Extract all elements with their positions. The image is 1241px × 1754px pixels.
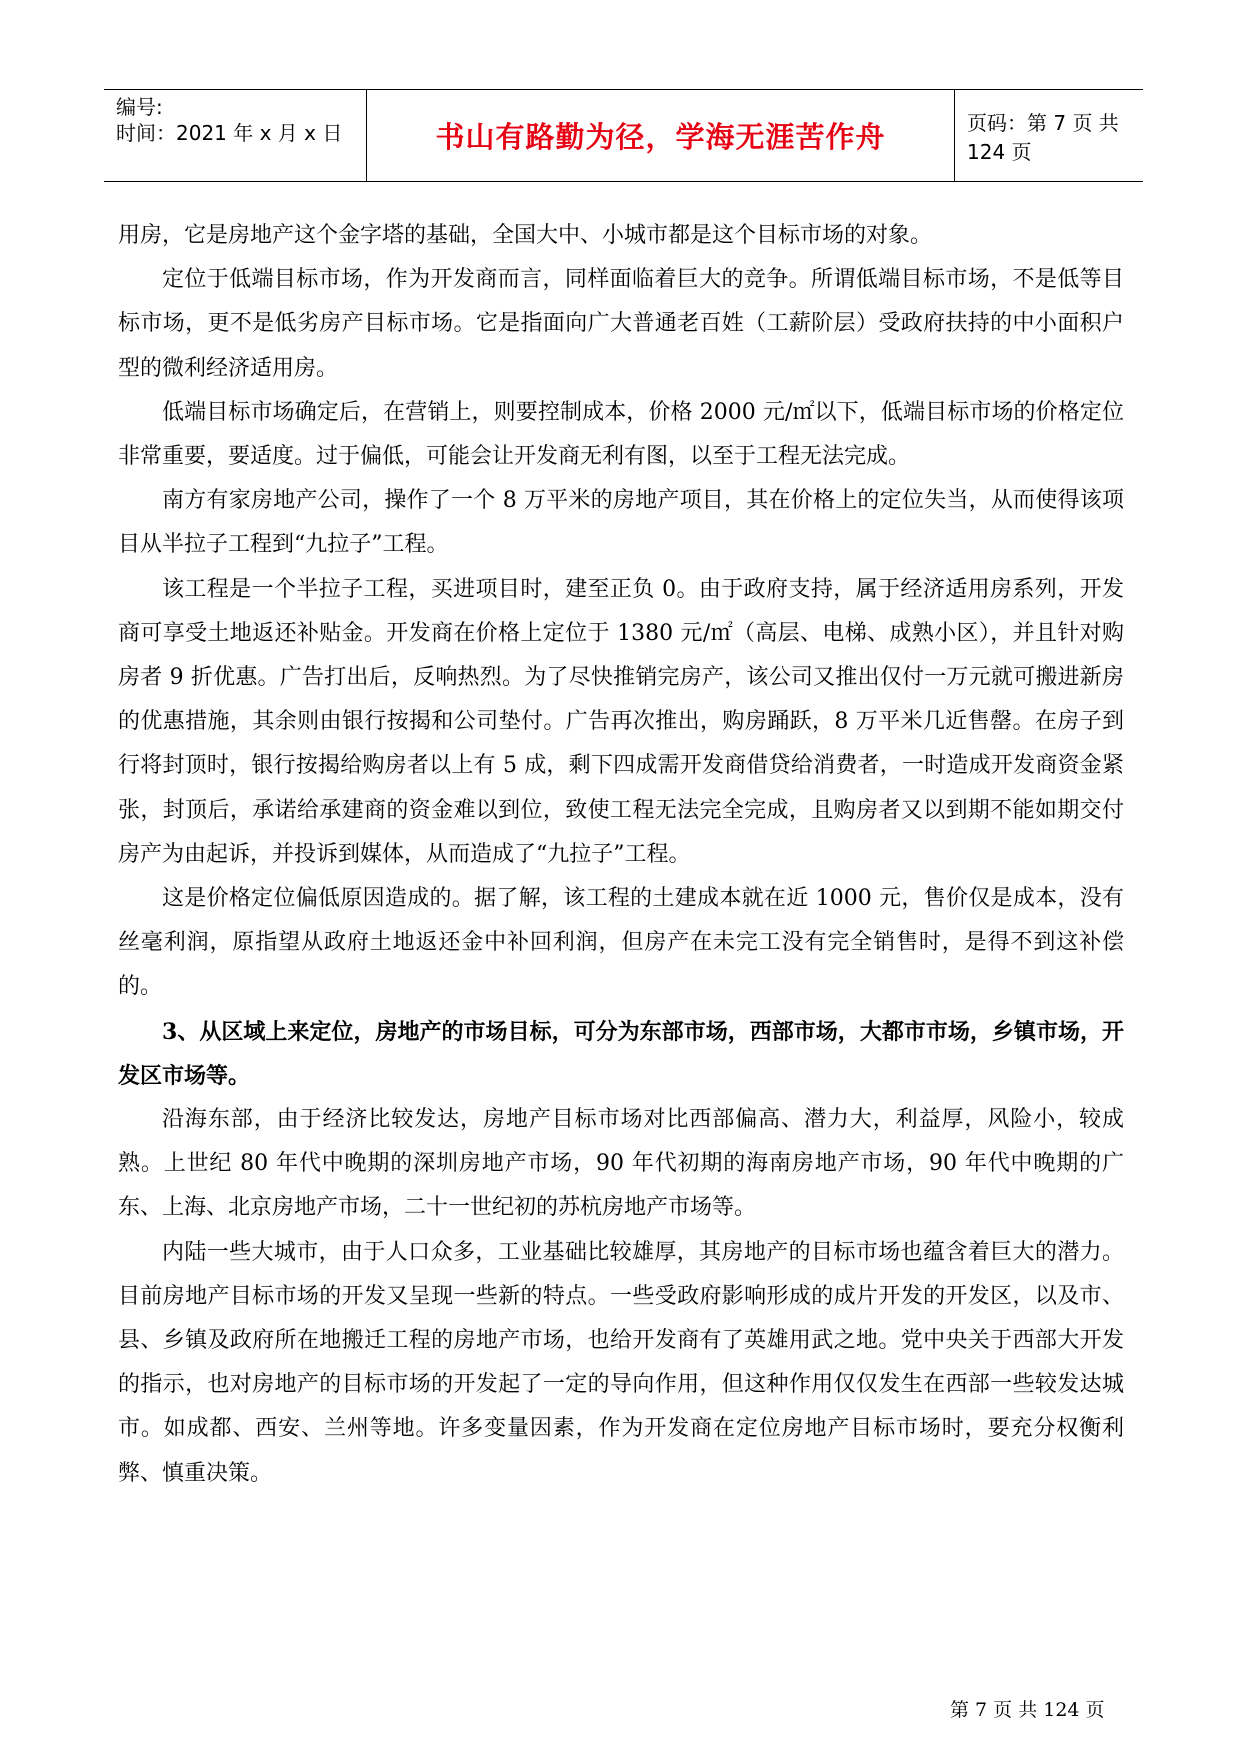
body-paragraph: 南方有家房地产公司，操作了一个 8 万平米的房地产项目，其在价格上的定位失当，从而使得该项目从半拉子工程到“九拉子”工程。 xyxy=(118,488,1124,558)
document-body xyxy=(118,214,1124,1496)
body-paragraph: 低端目标市场确定后，在营销上，则要控制成本，价格 2000 元/㎡以下，低端目标市场的价格定位非常重要，要适度。过于偏低，可能会让开发商无利有图，以至于工程无法完成。 xyxy=(118,399,1124,470)
body-paragraph: 定位于低端目标市场，作为开发商而言，同样面临着巨大的竞争。所谓低端目标市场，不是低等目标市场，更不是低劣房产目标市场。它是指面向广大普通老百姓（工薪阶层）受政府扶持的中小面积户型的微利经济适用房。 xyxy=(118,267,1124,381)
header-motto: 书山有路勤为径，学海无涯苦作舟 xyxy=(435,120,886,154)
header-page-code-cell xyxy=(955,90,1143,181)
header-page-code: 页码：第 7 页 共 124 页 xyxy=(967,110,1119,164)
header-motto-cell xyxy=(367,90,955,181)
page-header xyxy=(104,89,1143,182)
page-footer: 第 7 页 共 124 页 xyxy=(950,1699,1105,1721)
header-meta xyxy=(104,90,367,181)
body-paragraph: 该工程是一个半拉子工程，买进项目时，建至正负 0。由于政府支持，属于经济适用房系列，开发商可享受土地返还补贴金。开发商在价格上定位于 1380 元/㎡（高层、电梯、成熟小区），并且针对购房者 9 折优惠。广告打出后，反响热烈。为了尽快推销完房产，该公司又推出仅付一万元就可搬进新房的优惠措施，其余则由银行按揭和公司垫付。广告再次推出，购房踊跃，8 万平米几近售罄。在房子到行将封顶时，银行按揭给购房者以上有 5 成，剩下四成需开发商借贷给消费者，一时造成开发商资金紧张，封顶后，承诺给承建商的资金难以到位，致使工程无法完全完成，且购房者又以到期不能如期交付房产为由起诉，并投诉到媒体，从而造成了“九拉子”工程。 xyxy=(118,576,1124,867)
section-heading: 3、从区域上来定位，房地产的市场目标，可分为东部市场，西部市场，大都市市场，乡镇市场，开发区市场等。 xyxy=(118,1018,1124,1089)
body-paragraph: 沿海东部，由于经济比较发达，房地产目标市场对比西部偏高、潜力大，利益厚，风险小，较成熟。上世纪 80 年代中晚期的深圳房地产市场，90 年代初期的海南房地产市场，90 年代中晚期的广东、上海、北京房地产市场，二十一世纪初的苏杭房地产市场等。 xyxy=(118,1107,1124,1221)
body-paragraph: 这是价格定位偏低原因造成的。据了解，该工程的土建成本就在近 1000 元，售价仅是成本，没有丝毫利润，原指望从政府土地返还金中补回利润，但房产在未完工没有完全销售时，是得不到这补偿的。 xyxy=(118,886,1124,1000)
document-number-label: 编号: xyxy=(116,95,163,119)
body-paragraph: 内陆一些大城市，由于人口众多，工业基础比较雄厚，其房地产的目标市场也蕴含着巨大的潜力。目前房地产目标市场的开发又呈现一些新的特点。一些受政府影响形成的成片开发的开发区，以及市、县、乡镇及政府所在地搬迁工程的房地产市场，也给开发商有了英雄用武之地。党中央关于西部大开发的指示，也对房地产的目标市场的开发起了一定的导向作用，但这种作用仅仅发生在西部一些较发达城市。如成都、西安、兰州等地。许多变量因素，作为开发商在定位房地产目标市场时，要充分权衡利弊、慎重决策。 xyxy=(118,1239,1124,1486)
document-time: 时间：2021 年 x 月 x 日 xyxy=(116,121,343,145)
body-paragraph: 用房，它是房地产这个金字塔的基础，全国大中、小城市都是这个目标市场的对象。 xyxy=(118,223,933,248)
